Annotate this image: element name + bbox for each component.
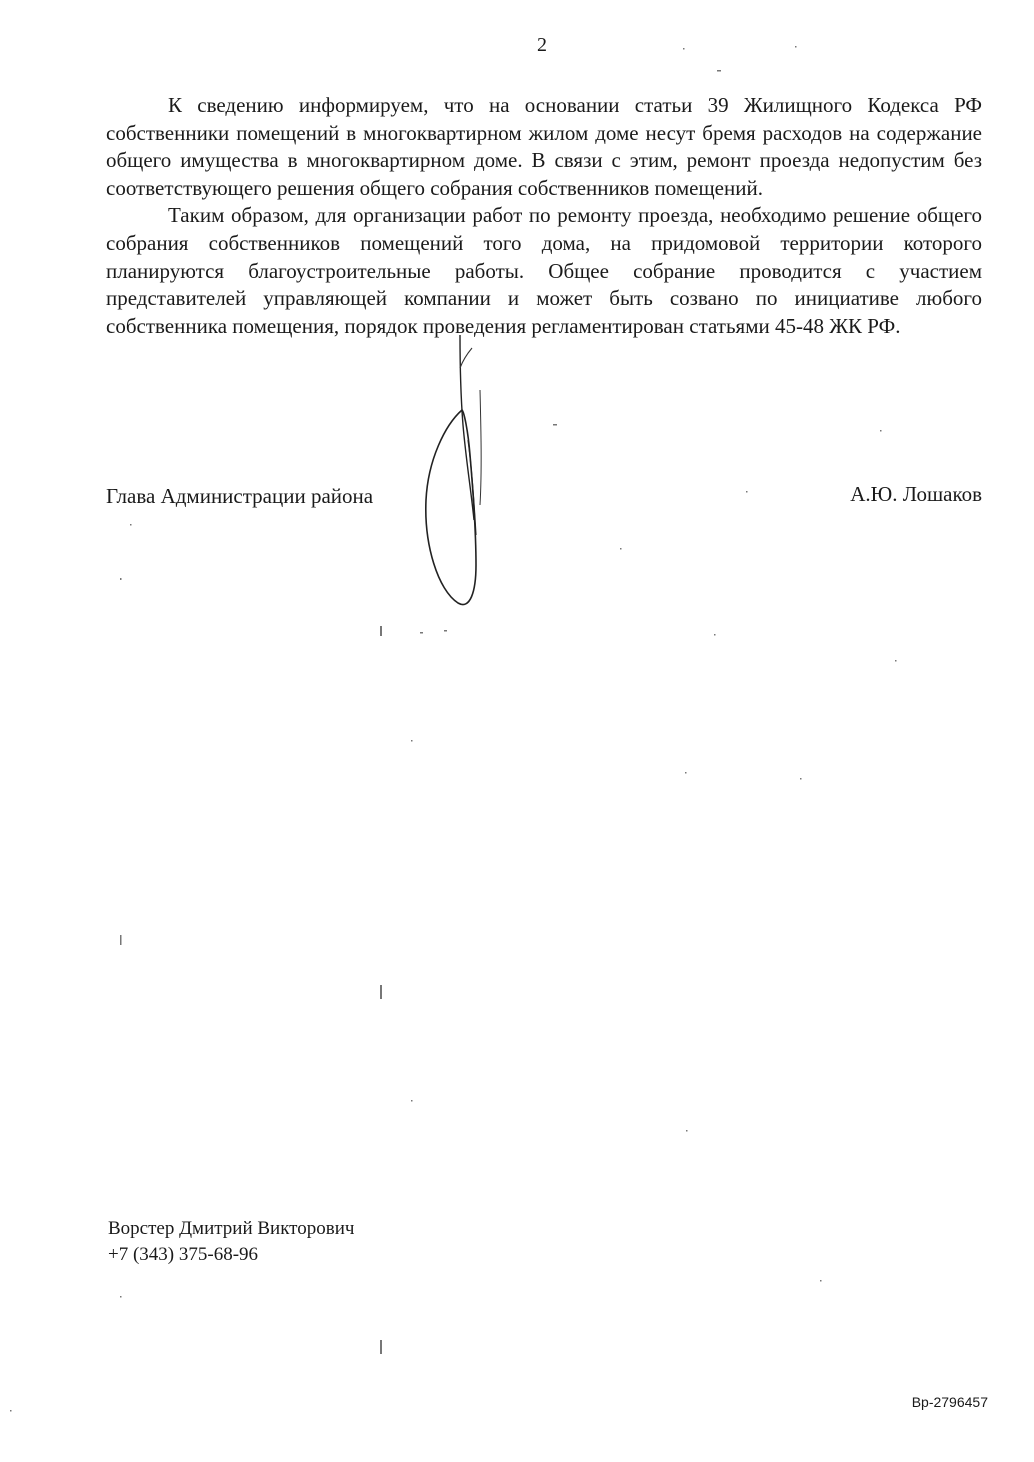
executor-phone: +7 (343) 375-68-96 xyxy=(108,1244,259,1265)
page-number: 2 xyxy=(537,34,547,56)
signatory-position: Глава Администрации района xyxy=(106,484,374,508)
paragraph-2: Таким образом, для организации работ по ремонту проезда, необходимо решение общего собрания собственников помещений того дома, на придомовой территории которого планируются благоустроительные работы. Общее собрание проводится с участием представителей управляющей компании и может быть созвано по инициативе любого собственника помещения, порядок проведения регламентирован статьями 45-48 ЖК РФ. xyxy=(106,203,982,338)
paragraph-1: К сведению информируем, что на основании статьи 39 Жилищного Кодекса РФ собственники помещений в многоквартирном жилом доме несут бремя расходов на содержание общего имущества в многоквартирном доме. В связи с этим, ремонт проезда недопустим без соответствующего решения общего собрания собственников помещений. xyxy=(106,93,982,200)
document-code: Вр-2796457 xyxy=(911,1394,988,1410)
signatory-name: А.Ю. Лошаков xyxy=(850,482,982,506)
executor-name: Ворстер Дмитрий Викторович xyxy=(108,1218,355,1239)
